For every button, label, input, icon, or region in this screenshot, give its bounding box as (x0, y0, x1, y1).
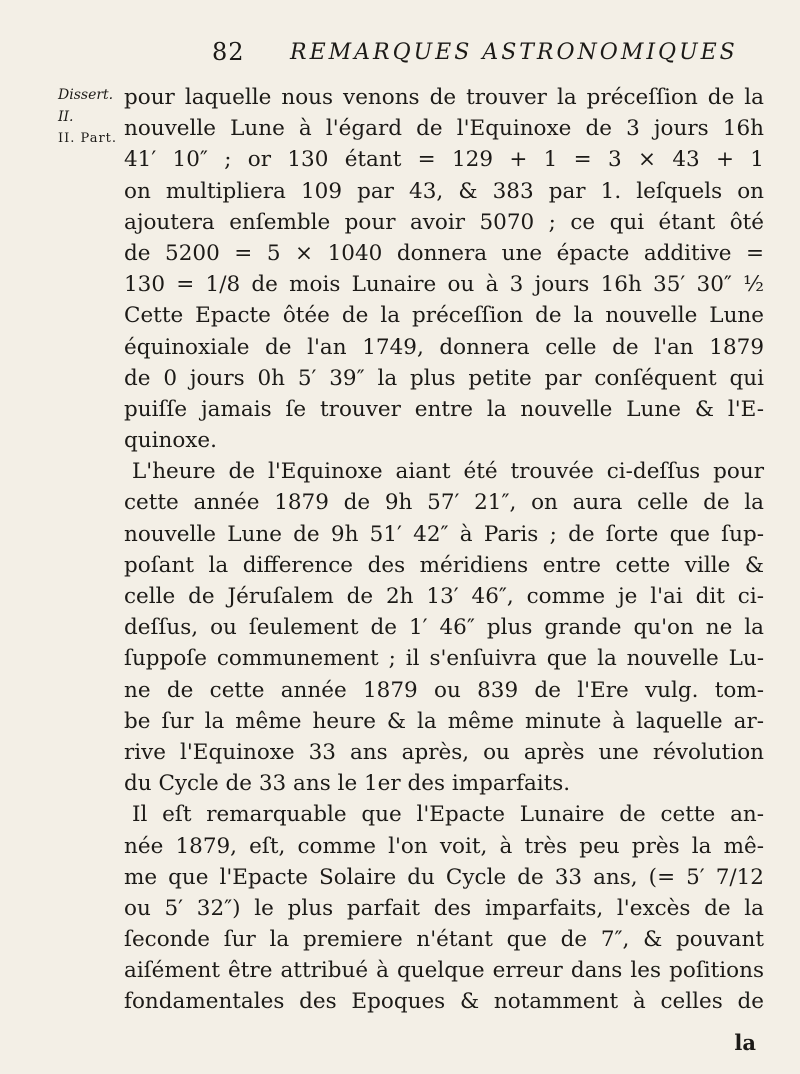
text-line: Il eſt remarquable que l'Epacte Lunaire de cette an- (132, 802, 764, 828)
text-line: be ſur la même heure & la même minute à laquelle ar- (124, 708, 764, 734)
text-line: du Cycle de 33 ans le 1er des imparfaits. (124, 771, 571, 797)
catchword: la (734, 1030, 756, 1055)
text-line: fondamentales des Epoques & notamment à celles de (124, 989, 764, 1015)
text-line: pour laquelle nous venons de trouver la préceſſion de la (124, 85, 764, 110)
text-line: poſant la difference des méridiens entre cette ville & (124, 552, 764, 578)
text-line: 130 = 1/8 de mois Lunaire ou à 3 jours 16h 35′ 30″ ½ (124, 272, 764, 298)
text-line: cette année 1879 de 9h 57′ 21″, on aura celle de la (124, 490, 764, 516)
text-line: ne de cette année 1879 ou 839 de l'Ere vulg. tom- (124, 677, 764, 703)
text-line: 41′ 10″ ; or 130 étant = 129 + 1 = 3 × 43 + 1 (124, 147, 764, 173)
text-line: ou 5′ 32″) le plus parfait des imparfaits, l'excès de la (124, 895, 764, 921)
margin-part: II. Part. (58, 131, 118, 146)
page-header (100, 38, 760, 78)
text-line: quinoxe. (124, 428, 217, 454)
text-line: ajoutera enſemble pour avoir 5070 ; ce qui étant ôté (124, 209, 764, 235)
text-line: aiſément être attribué à quelque erreur dans les poſitions (124, 958, 764, 984)
margin-dissertation: Dissert. II. (58, 87, 114, 125)
text-line: puiſſe jamais ſe trouver entre la nouvelle Lune & l'E- (124, 396, 764, 422)
text-line: nouvelle Lune à l'égard de l'Equinoxe de 3 jours 16h (124, 116, 764, 142)
text-line: celle de Jéruſalem de 2h 13′ 46″, comme je l'ai dit ci- (124, 584, 764, 609)
text-line: née 1879, eſt, comme l'on voit, à très peu près la mê- (124, 833, 764, 859)
text-line: me que l'Epacte Solaire du Cycle de 33 ans, (= 5′ 7/12 (124, 864, 764, 890)
text-line: nouvelle Lune de 9h 51′ 42″ à Paris ; de ſorte que ſup- (124, 521, 764, 547)
text-line: Cette Epacte ôtée de la préceſſion de la nouvelle Lune (124, 303, 764, 329)
body-text (124, 82, 764, 1018)
text-line: on multipliera 109 par 43, & 383 par 1. leſquels on (124, 178, 764, 204)
text-line: équinoxiale de l'an 1749, donnera celle de l'an 1879 (124, 334, 764, 360)
text-line: deſſus, ou ſeulement de 1′ 46″ plus grande qu'on ne la (124, 615, 764, 641)
margin-note (58, 84, 118, 150)
text-line: L'heure de l'Equinoxe aiant été trouvée ci-deſſus pour (132, 459, 764, 485)
page-number: 82 (212, 38, 245, 66)
text-line: de 0 jours 0h 5′ 39″ la plus petite par conſéquent qui (124, 365, 764, 391)
text-line: de 5200 = 5 × 1040 donnera une épacte additive = (124, 240, 764, 266)
text-line: rive l'Equinoxe 33 ans après, ou après une révolution (124, 739, 764, 765)
text-line: ſuppoſe communement ; il s'enſuivra que la nouvelle Lu- (124, 646, 764, 672)
text-line: ſeconde ſur la premiere n'étant que de 7″, & pouvant (124, 927, 764, 953)
running-title: REMARQUES ASTRONOMIQUES (290, 40, 738, 65)
